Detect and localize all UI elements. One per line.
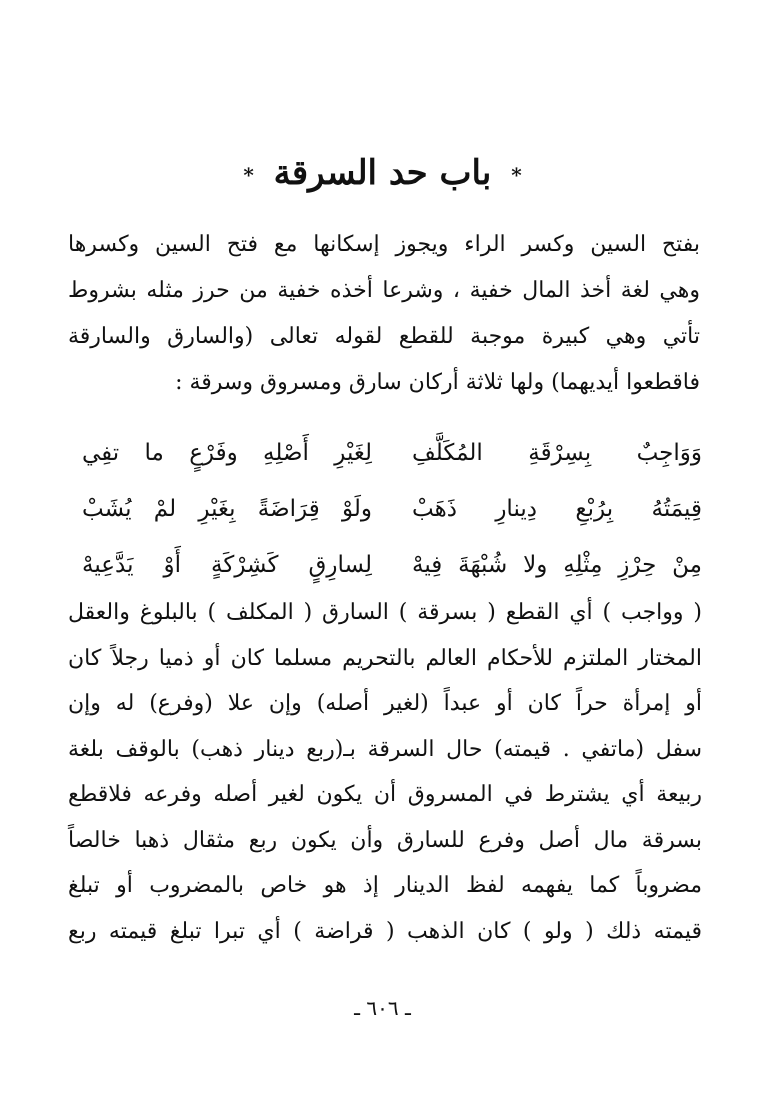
verse-second-hemistich: لِغَيْرِ أَصْلِهِ وفَرْعٍ ما تفِي: [82, 440, 372, 466]
intro-line: وهي لغة أخذ المال خفية ، وشرعا أخذه خفية من حرز مثله بشروط: [68, 278, 700, 303]
verse-first-hemistich: قِيمَتُهُ بِرُبْعِ دِينارِ ذَهَبْ: [412, 496, 702, 522]
verse-row: [82, 425, 702, 481]
verse-first-hemistich: وَوَاجِبٌ بِسِرْقَةِ المُكَلَّفِ: [412, 440, 702, 466]
commentary-line: ربيعة أي يشترط في المسروق أن يكون لغير أصله وفرعه فلاقطع: [68, 782, 702, 807]
commentary-line: بسرقة مال أصل وفرع للسارق وأن يكون ربع مثقال ذهبا خالصاً: [68, 827, 702, 853]
chapter-title-text: باب حد السرقة: [273, 153, 492, 193]
intro-paragraph: [68, 222, 700, 406]
commentary-line: ( وواجب ) أي القطع ( بسرقة ) السارق ( المكلف ) بالبلوغ والعقل: [68, 600, 702, 625]
commentary-line: أو إمرأة حراً كان أو عبداً (لغير أصله) وإن علا (وفرع) له وإن: [68, 691, 702, 716]
verse-second-hemistich: ولَوْ قِرَاضَةً بِغَيْرِ لمْ يُشَبْ: [82, 496, 372, 522]
poem-verses: [82, 425, 702, 593]
commentary-line: قيمته ذلك ( ولو ) كان الذهب ( قراضة ) أي تبرا تبلغ قيمته ربع: [68, 918, 702, 944]
title-ornament-right: *: [511, 163, 522, 187]
page-number: ـ ٦٠٦ ـ: [354, 996, 411, 1020]
commentary-line: مضروباً كما يفهمه لفظ الدينار إذ هو خاص بالمضروب أو تبلغ: [68, 873, 702, 898]
verse-second-hemistich: لِسارِقٍ كَشِرْكَةٍ أَوْ يَدَّعِيهْ: [82, 552, 372, 578]
commentary-paragraph: [68, 590, 702, 954]
verse-row: [82, 481, 702, 537]
intro-line: تأتي وهي كبيرة موجبة للقطع لقوله تعالى (والسارق والسارقة: [68, 324, 700, 349]
title-ornament-left: *: [243, 163, 254, 187]
commentary-line: المختار الملتزم للأحكام العالم بالتحريم مسلما كان أو ذميا رجلاً كان: [68, 645, 702, 671]
intro-line: بفتح السين وكسر الراء ويجوز إسكانها مع فتح السين وكسرها: [68, 232, 700, 257]
verse-first-hemistich: مِنْ حِرْزِ مِثْلِهِ ولا شُبْهَةَ فِيهْ: [412, 552, 702, 578]
commentary-line: سفل (ماتفي . قيمته) حال السرقة بـ(ربع دينار ذهب) بالوقف بلغة: [68, 736, 702, 762]
verse-row: [82, 537, 702, 593]
chapter-title: [0, 148, 765, 200]
intro-line: فاقطعوا أيديهما) ولها ثلاثة أركان سارق ومسروق وسرقة :: [175, 370, 700, 395]
